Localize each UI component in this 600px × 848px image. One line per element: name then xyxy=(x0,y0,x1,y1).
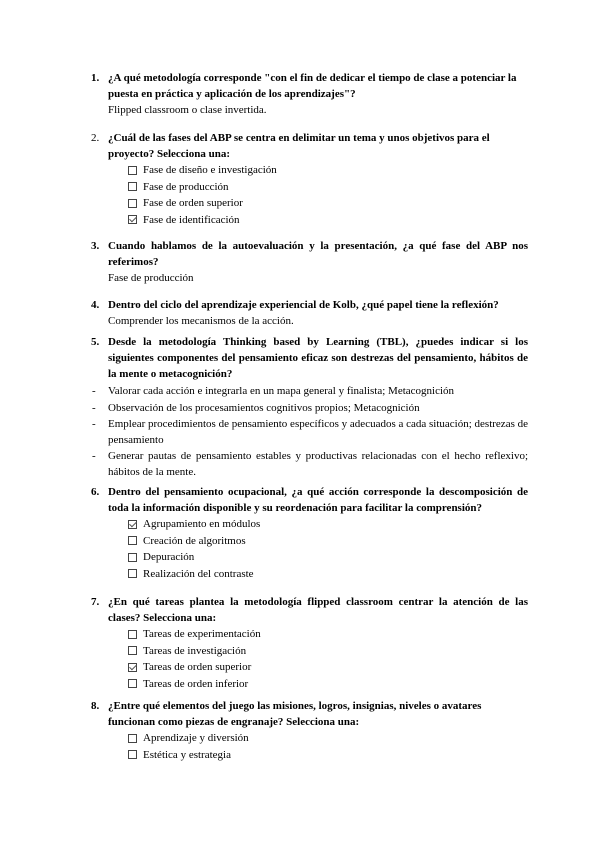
option-item[interactable] xyxy=(128,643,528,660)
question-number: 4. xyxy=(91,299,100,311)
question-text: ¿Cuál de las fases del ABP se centra en delimitar un tema y unos objetivos para el proyecto? Selecciona una: xyxy=(108,132,490,160)
option-label: Tareas de investigación xyxy=(143,644,247,657)
option-item[interactable] xyxy=(128,533,528,550)
checkbox[interactable] xyxy=(128,553,137,562)
question-number: 7. xyxy=(91,596,100,608)
question-1-answer: Flipped classroom o clase invertida. xyxy=(108,104,267,116)
checkbox[interactable] xyxy=(128,750,137,759)
checkbox-checked[interactable] xyxy=(128,520,137,529)
question-2 xyxy=(92,130,528,228)
list-item-text: Observación de los procesamientos cognitivos propios; Metacognición xyxy=(108,401,420,414)
question-text: ¿A qué metodología corresponde "con el fin de dedicar el tiempo de clase a potenciar la puesta en práctica y aplicación de los aprendizajes"? xyxy=(108,72,517,100)
question-5-prompt xyxy=(92,334,528,382)
option-label: Realización del contraste xyxy=(143,567,254,580)
option-item[interactable] xyxy=(128,195,528,212)
question-3-answer: Fase de producción xyxy=(108,272,194,284)
question-text: Desde la metodología Thinking based by Learning (TBL), ¿puedes indicar si los siguientes componentes del pensamiento eficaz son destrezas del pensamiento, hábitos de la mente o metacognición? xyxy=(108,336,528,380)
checkbox-checked[interactable] xyxy=(128,663,137,672)
option-label: Tareas de orden superior xyxy=(143,661,252,674)
list-item: - Observación de los procesamientos cognitivos propios; Metacognición xyxy=(92,401,420,414)
question-number: 2. xyxy=(91,132,100,144)
question-4 xyxy=(92,297,528,329)
checkbox[interactable] xyxy=(128,182,137,191)
option-item[interactable] xyxy=(128,747,528,764)
option-label: Tareas de experimentación xyxy=(143,628,261,641)
list-item: - Generar pautas de pensamiento estables y productivas relacionadas con el hecho reflexivo; hábitos de la mente. xyxy=(92,450,528,478)
option-label: Fase de identificación xyxy=(143,213,240,226)
question-2-prompt xyxy=(92,130,528,162)
list-item: - Emplear procedimientos de pensamiento específicos y adecuados a cada situación; destrezas de pensamiento xyxy=(92,418,528,446)
option-label: Agrupamiento en módulos xyxy=(143,518,261,531)
option-label: Fase de orden superior xyxy=(143,197,243,210)
question-8-options xyxy=(92,730,528,763)
question-8-prompt xyxy=(92,698,528,730)
question-6-options xyxy=(92,516,528,582)
question-7-options xyxy=(92,626,528,692)
question-1 xyxy=(92,70,528,118)
question-text: ¿En qué tareas plantea la metodología flipped classroom centrar la atención de las clases? Selecciona una: xyxy=(108,596,528,624)
option-item[interactable] xyxy=(128,549,528,566)
question-7-prompt xyxy=(92,594,528,626)
question-number: 1. xyxy=(91,72,100,84)
checkbox[interactable] xyxy=(128,569,137,578)
question-4-answer: Comprender los mecanismos de la acción. xyxy=(108,315,294,327)
list-item-text: Valorar cada acción e integrarla en un mapa general y finalista; Metacognición xyxy=(108,385,455,397)
question-5 xyxy=(92,334,528,481)
question-1-prompt xyxy=(92,70,528,102)
question-text: Cuando hablamos de la autoevaluación y la presentación, ¿a qué fase del ABP nos referimos? xyxy=(108,240,528,268)
list-item-text: Emplear procedimientos de pensamiento específicos y adecuados a cada situación; destrezas de pensamiento xyxy=(108,418,528,446)
question-6 xyxy=(92,484,528,582)
question-6-prompt xyxy=(92,484,528,516)
option-label: Creación de algoritmos xyxy=(143,534,246,547)
option-label: Tareas de orden inferior xyxy=(143,677,249,690)
question-3-prompt xyxy=(92,238,528,270)
option-item[interactable] xyxy=(128,676,528,693)
option-item[interactable] xyxy=(128,626,528,643)
option-item[interactable] xyxy=(128,162,528,179)
checkbox[interactable] xyxy=(128,536,137,545)
option-label: Depuración xyxy=(143,551,195,564)
question-number: 8. xyxy=(91,700,100,712)
option-label: Fase de producción xyxy=(143,180,229,193)
option-item[interactable] xyxy=(128,730,528,747)
question-2-options xyxy=(92,162,528,228)
option-item[interactable] xyxy=(128,659,528,676)
option-label: Aprendizaje y diversión xyxy=(143,732,249,745)
checkbox[interactable] xyxy=(128,734,137,743)
checkbox[interactable] xyxy=(128,630,137,639)
question-text: Dentro del pensamiento ocupacional, ¿a qué acción corresponde la descomposición de toda la información disponible y su reordenación para facilitar la comprensión? xyxy=(108,486,528,514)
option-label: Estética y estrategia xyxy=(143,748,231,761)
question-5-answers xyxy=(92,384,528,480)
question-7 xyxy=(92,594,528,692)
question-text: Dentro del ciclo del aprendizaje experiencial de Kolb, ¿qué papel tiene la reflexión? xyxy=(108,299,499,311)
checkbox[interactable] xyxy=(128,166,137,175)
option-item[interactable] xyxy=(128,212,528,229)
checkbox[interactable] xyxy=(128,646,137,655)
option-label: Fase de diseño e investigación xyxy=(143,164,277,177)
list-item-text: Generar pautas de pensamiento estables y productivas relacionadas con el hecho reflexivo; hábitos de la mente. xyxy=(108,450,528,478)
question-number: 6. xyxy=(91,486,100,498)
question-text: ¿Entre qué elementos del juego las misiones, logros, insignias, niveles o avatares funcionan como piezas de engranaje? Selecciona una: xyxy=(108,700,482,728)
question-4-prompt xyxy=(92,297,528,313)
question-3 xyxy=(92,238,528,286)
option-item[interactable] xyxy=(128,516,528,533)
question-number: 3. xyxy=(91,240,100,252)
checkbox-checked[interactable] xyxy=(128,215,137,224)
question-8 xyxy=(92,698,528,763)
checkbox[interactable] xyxy=(128,199,137,208)
question-number: 5. xyxy=(91,336,100,348)
checkbox[interactable] xyxy=(128,679,137,688)
list-item: - Valorar cada acción e integrarla en un mapa general y finalista; Metacognición xyxy=(92,385,455,397)
option-item[interactable] xyxy=(128,566,528,583)
option-item[interactable] xyxy=(128,179,528,196)
